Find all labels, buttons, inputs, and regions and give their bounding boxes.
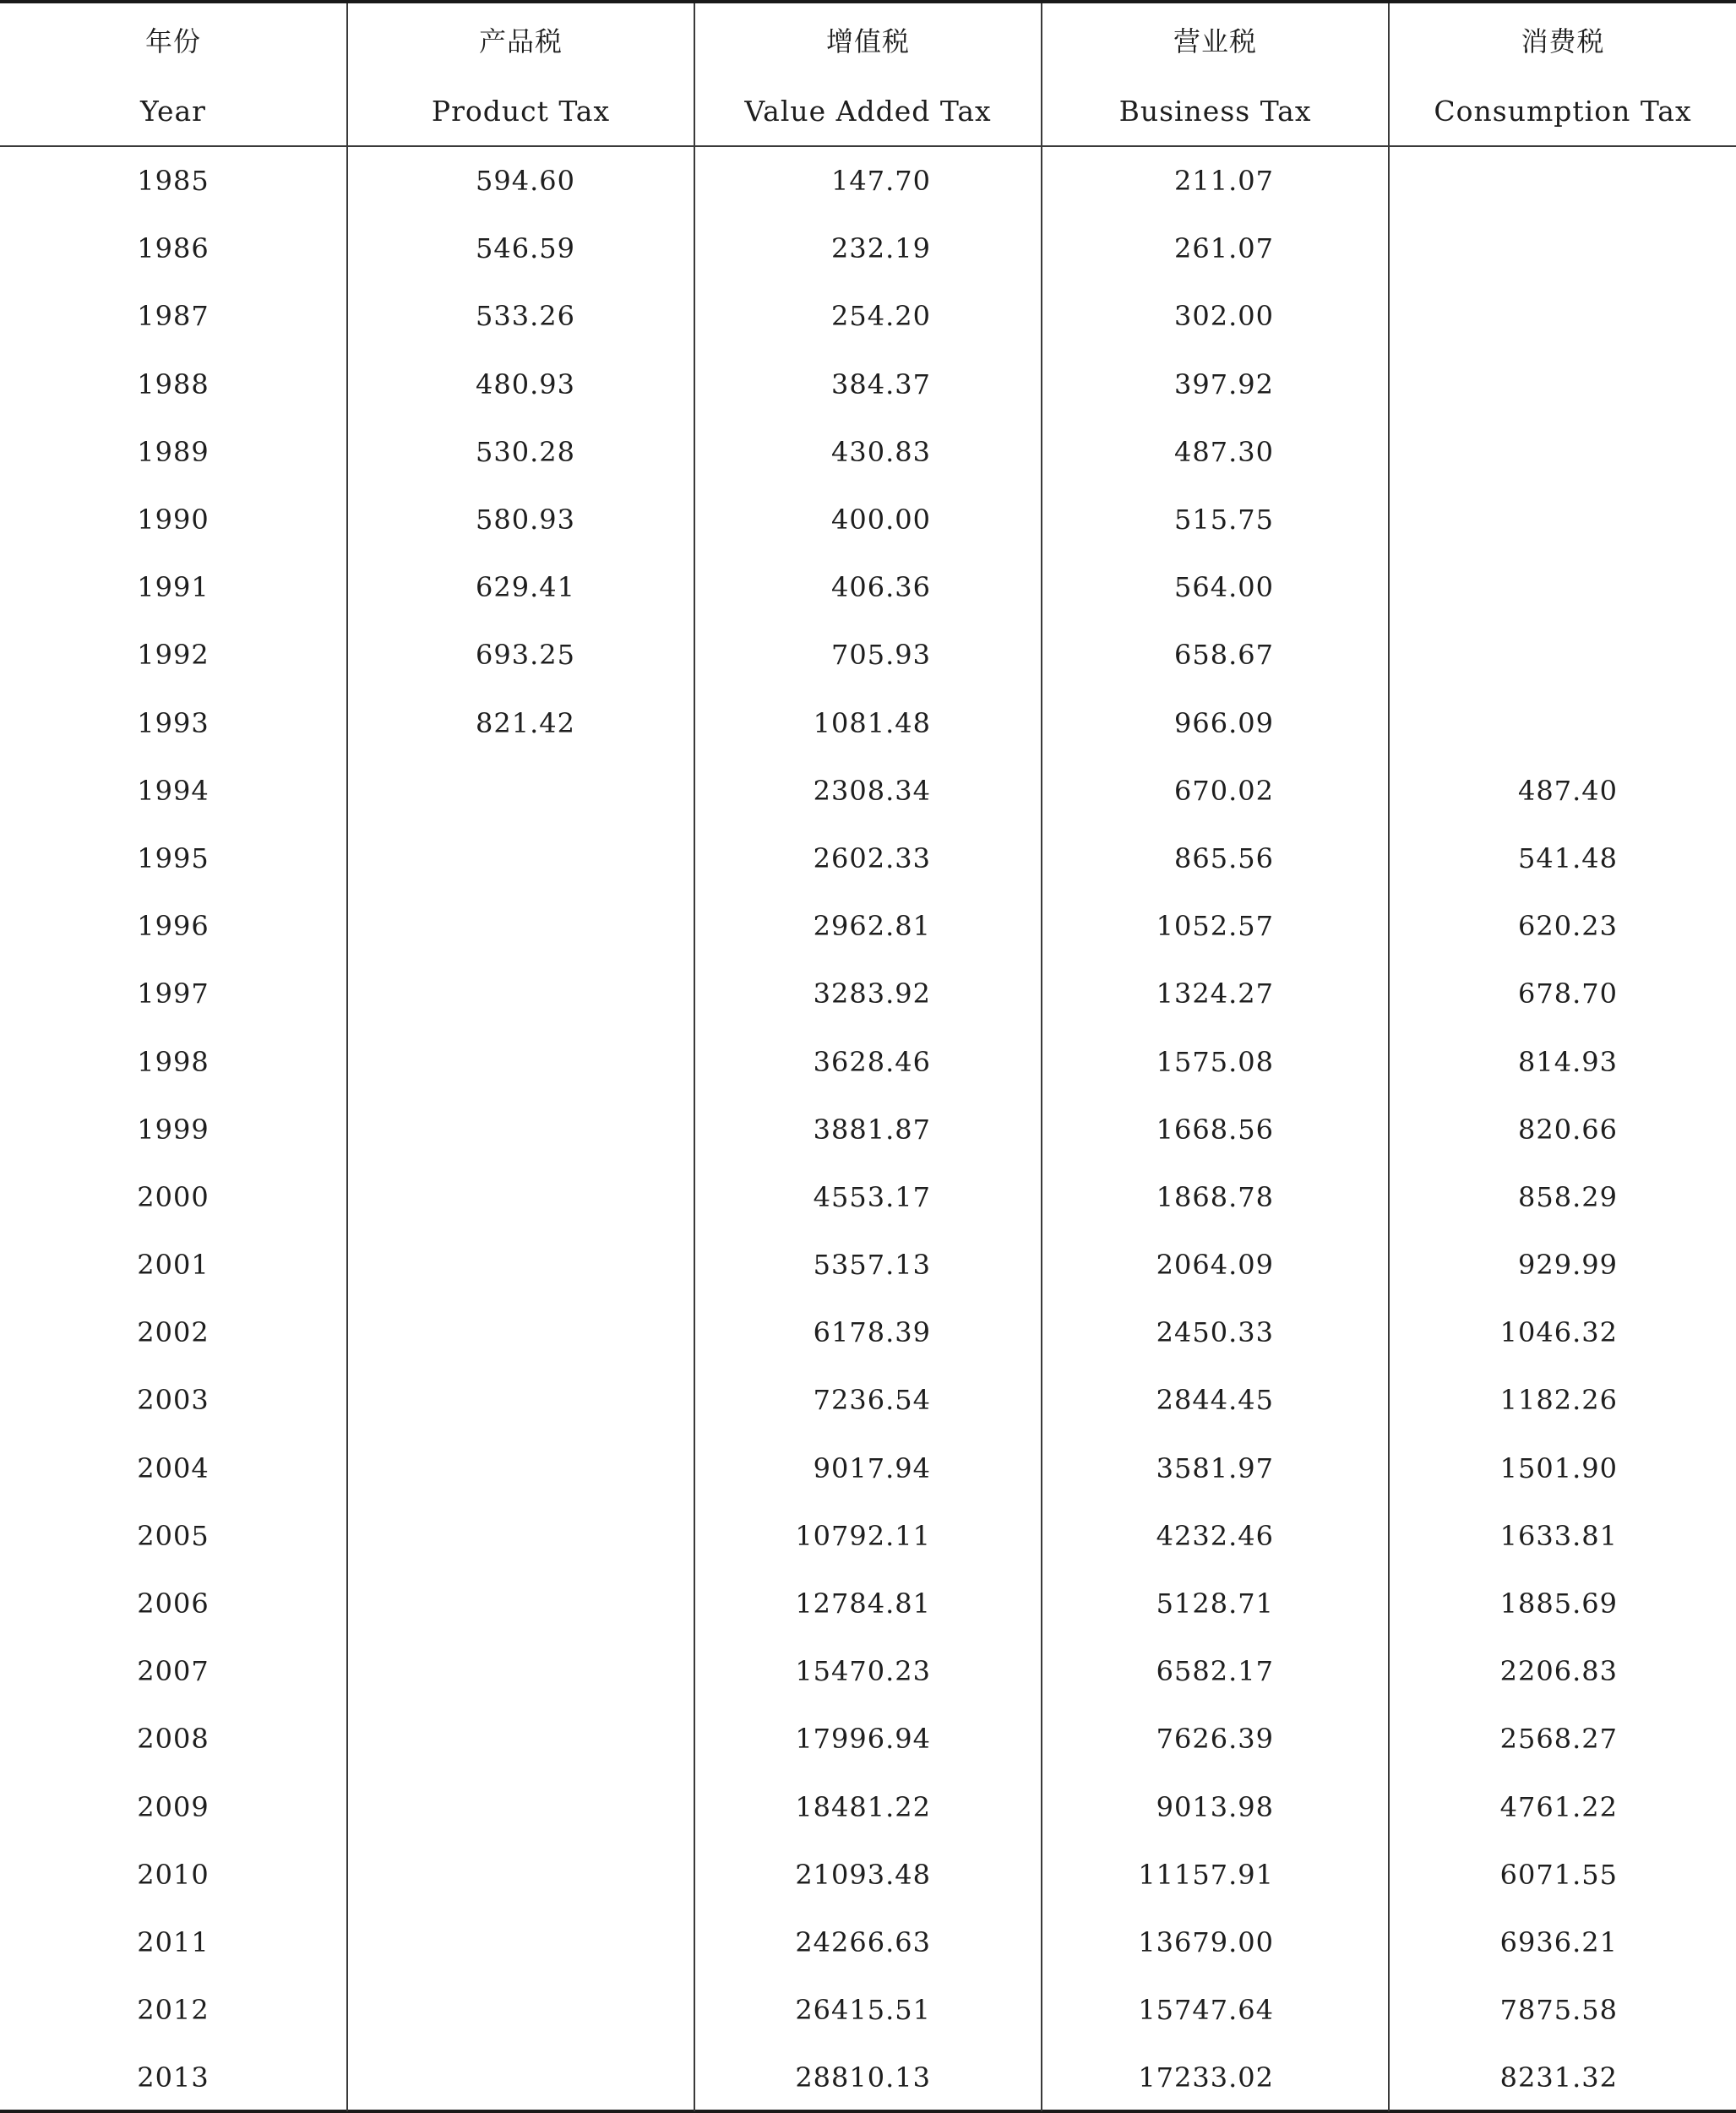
- consumption-tax-cell: [1389, 1231, 1736, 1299]
- consumption-tax-cell: [1389, 1299, 1736, 1366]
- consumption-tax-cell: [1389, 146, 1736, 215]
- year-cell: 1994: [137, 774, 210, 807]
- consumption-tax-cell: [1389, 282, 1736, 350]
- consumption-tax-cell: [1389, 351, 1736, 418]
- value-added-tax-cell: [694, 757, 1042, 825]
- value-added-tax-cell: [694, 1705, 1042, 1773]
- consumption-tax-cell: [1389, 2044, 1736, 2111]
- cell-value: 658.67: [1174, 639, 1274, 672]
- cell-value: 400.00: [831, 504, 931, 536]
- year-cell: 1985: [137, 165, 210, 198]
- table-row: [0, 1637, 1736, 1705]
- cell-value: 302.00: [1174, 300, 1274, 333]
- year-cell: 2001: [137, 1249, 210, 1282]
- table-row: [0, 892, 1736, 960]
- business-tax-cell: [1042, 1502, 1389, 1570]
- cell-value: 406.36: [831, 571, 931, 604]
- product-tax-cell: [347, 1366, 694, 1434]
- consumption-tax-cell: [1389, 1909, 1736, 1976]
- value-added-tax-cell: [694, 146, 1042, 215]
- year-cell: 1987: [137, 300, 210, 333]
- cell-value: 1324.27: [1156, 978, 1274, 1010]
- product-tax-cell: [347, 1909, 694, 1976]
- product-tax-cell: [347, 825, 694, 892]
- cell-value: 1575.08: [1156, 1045, 1274, 1078]
- business-tax-cell: [1042, 960, 1389, 1027]
- cell-value: 670.02: [1174, 774, 1274, 807]
- cell-value: 147.70: [831, 165, 931, 198]
- consumption-tax-cell: [1389, 1502, 1736, 1570]
- cell-value: 6178.39: [813, 1316, 931, 1349]
- product-tax-cell: [347, 418, 694, 486]
- cell-value: 261.07: [1174, 232, 1274, 265]
- product-tax-cell: [347, 1435, 694, 1502]
- product-tax-cell: [347, 892, 694, 960]
- cell-value: 211.07: [1174, 165, 1274, 198]
- year-cell: 1998: [137, 1045, 210, 1078]
- table-row: [0, 825, 1736, 892]
- consumption-tax-cell: [1389, 1163, 1736, 1231]
- cell-value: 5128.71: [1156, 1587, 1274, 1620]
- cell-value: 929.99: [1518, 1249, 1618, 1282]
- cell-value: 2962.81: [813, 910, 931, 943]
- cell-value: 530.28: [476, 435, 575, 468]
- product-tax-cell: [347, 215, 694, 282]
- business-tax-cell: [1042, 1705, 1389, 1773]
- cell-value: 2308.34: [813, 774, 931, 807]
- value-added-tax-cell: [694, 1841, 1042, 1909]
- product-tax-cell: [347, 282, 694, 350]
- value-added-tax-cell: [694, 1773, 1042, 1841]
- table-row: [0, 215, 1736, 282]
- year-cell: 1996: [137, 910, 210, 943]
- header-value-added-tax-zh: 增值税: [694, 3, 1042, 76]
- value-added-tax-cell: [694, 418, 1042, 486]
- consumption-tax-cell: [1389, 215, 1736, 282]
- value-added-tax-cell: [694, 1976, 1042, 2044]
- business-tax-cell: [1042, 1163, 1389, 1231]
- business-tax-cell: [1042, 486, 1389, 553]
- business-tax-cell: [1042, 621, 1389, 689]
- cell-value: 1052.57: [1156, 910, 1274, 943]
- product-tax-cell: [347, 1570, 694, 1637]
- business-tax-cell: [1042, 146, 1389, 215]
- cell-value: 430.83: [831, 435, 931, 468]
- cell-value: 6936.21: [1499, 1925, 1618, 1958]
- cell-value: 705.93: [831, 639, 931, 672]
- table-row: [0, 146, 1736, 215]
- year-cell: 2003: [137, 1384, 210, 1417]
- consumption-tax-cell: [1389, 1976, 1736, 2044]
- header-product-tax-zh: 产品税: [347, 3, 694, 76]
- product-tax-cell: [347, 621, 694, 689]
- cell-value: 594.60: [476, 165, 575, 198]
- business-tax-cell: [1042, 1096, 1389, 1163]
- product-tax-cell: [347, 1841, 694, 1909]
- table-body: [0, 146, 1736, 2111]
- consumption-tax-cell: [1389, 892, 1736, 960]
- consumption-tax-cell: [1389, 1841, 1736, 1909]
- product-tax-cell: [347, 146, 694, 215]
- business-tax-cell: [1042, 282, 1389, 350]
- year-cell: 2006: [137, 1587, 210, 1620]
- year-cell: 2010: [137, 1858, 210, 1891]
- cell-value: 2206.83: [1499, 1655, 1618, 1688]
- header-consumption-tax-en: Consumption Tax: [1389, 76, 1736, 146]
- cell-value: 515.75: [1174, 504, 1274, 536]
- cell-value: 1182.26: [1499, 1384, 1618, 1417]
- product-tax-cell: [347, 1976, 694, 2044]
- consumption-tax-cell: [1389, 1570, 1736, 1637]
- business-tax-cell: [1042, 2044, 1389, 2111]
- table-row: [0, 1366, 1736, 1434]
- business-tax-cell: [1042, 1299, 1389, 1366]
- cell-value: 9017.94: [813, 1451, 931, 1484]
- product-tax-cell: [347, 689, 694, 757]
- year-cell: 2004: [137, 1451, 210, 1484]
- cell-value: 564.00: [1174, 571, 1274, 604]
- year-cell: 2005: [137, 1519, 210, 1552]
- product-tax-cell: [347, 757, 694, 825]
- year-cell: 2002: [137, 1316, 210, 1349]
- year-cell: 1995: [137, 841, 210, 874]
- cell-value: 1885.69: [1499, 1587, 1618, 1620]
- cell-value: 1868.78: [1156, 1180, 1274, 1213]
- business-tax-cell: [1042, 351, 1389, 418]
- cell-value: 2064.09: [1156, 1249, 1274, 1282]
- consumption-tax-cell: [1389, 1705, 1736, 1773]
- product-tax-cell: [347, 1502, 694, 1570]
- cell-value: 8231.32: [1499, 2061, 1618, 2094]
- header-business-tax-en: Business Tax: [1042, 76, 1389, 146]
- cell-value: 15747.64: [1138, 1994, 1274, 2027]
- product-tax-cell: [347, 1027, 694, 1095]
- cell-value: 12784.81: [795, 1587, 931, 1620]
- cell-value: 620.23: [1518, 910, 1618, 943]
- product-tax-cell: [347, 1705, 694, 1773]
- consumption-tax-cell: [1389, 553, 1736, 621]
- business-tax-cell: [1042, 1637, 1389, 1705]
- table-row: [0, 1570, 1736, 1637]
- cell-value: 1668.56: [1156, 1113, 1274, 1146]
- cell-value: 2602.33: [813, 841, 931, 874]
- value-added-tax-cell: [694, 553, 1042, 621]
- product-tax-cell: [347, 486, 694, 553]
- value-added-tax-cell: [694, 1096, 1042, 1163]
- table-row: [0, 553, 1736, 621]
- cell-value: 678.70: [1518, 978, 1618, 1010]
- cell-value: 3581.97: [1156, 1451, 1274, 1484]
- cell-value: 1501.90: [1499, 1451, 1618, 1484]
- consumption-tax-cell: [1389, 960, 1736, 1027]
- cell-value: 821.42: [476, 706, 575, 739]
- cell-value: 384.37: [831, 368, 931, 400]
- value-added-tax-cell: [694, 621, 1042, 689]
- table-row: [0, 1435, 1736, 1502]
- year-cell: 2011: [137, 1925, 210, 1958]
- cell-value: 693.25: [476, 639, 575, 672]
- table-row: [0, 1705, 1736, 1773]
- table-row: [0, 1299, 1736, 1366]
- business-tax-cell: [1042, 1773, 1389, 1841]
- cell-value: 15470.23: [795, 1655, 931, 1688]
- value-added-tax-cell: [694, 689, 1042, 757]
- cell-value: 533.26: [476, 300, 575, 333]
- table-row: [0, 1909, 1736, 1976]
- product-tax-cell: [347, 2044, 694, 2111]
- cell-value: 3881.87: [813, 1113, 931, 1146]
- product-tax-cell: [347, 1637, 694, 1705]
- product-tax-cell: [347, 1163, 694, 1231]
- cell-value: 24266.63: [795, 1925, 931, 1958]
- year-cell: 1988: [137, 368, 210, 400]
- year-cell: 2009: [137, 1790, 210, 1823]
- value-added-tax-cell: [694, 1909, 1042, 1976]
- cell-value: 17996.94: [795, 1723, 931, 1756]
- cell-value: 7236.54: [813, 1384, 931, 1417]
- cell-value: 480.93: [476, 368, 575, 400]
- table-row: [0, 757, 1736, 825]
- cell-value: 865.56: [1174, 841, 1274, 874]
- value-added-tax-cell: [694, 1366, 1042, 1434]
- product-tax-cell: [347, 1773, 694, 1841]
- cell-value: 820.66: [1518, 1113, 1618, 1146]
- header-product-tax-en: Product Tax: [347, 76, 694, 146]
- consumption-tax-cell: [1389, 1366, 1736, 1434]
- value-added-tax-cell: [694, 215, 1042, 282]
- table-row: [0, 1163, 1736, 1231]
- business-tax-cell: [1042, 1570, 1389, 1637]
- cell-value: 397.92: [1174, 368, 1274, 400]
- product-tax-cell: [347, 1096, 694, 1163]
- value-added-tax-cell: [694, 2044, 1042, 2111]
- product-tax-cell: [347, 553, 694, 621]
- header-business-tax-zh: 营业税: [1042, 3, 1389, 76]
- cell-value: 4232.46: [1156, 1519, 1274, 1552]
- year-cell: 1992: [137, 639, 210, 672]
- value-added-tax-cell: [694, 1163, 1042, 1231]
- business-tax-cell: [1042, 1366, 1389, 1434]
- year-cell: 1993: [137, 706, 210, 739]
- cell-value: 966.09: [1174, 706, 1274, 739]
- cell-value: 487.30: [1174, 435, 1274, 468]
- table-row: [0, 1841, 1736, 1909]
- header-consumption-tax-zh: 消费税: [1389, 3, 1736, 76]
- business-tax-cell: [1042, 1909, 1389, 1976]
- year-cell: 2012: [137, 1994, 210, 2027]
- business-tax-cell: [1042, 1027, 1389, 1095]
- business-tax-cell: [1042, 418, 1389, 486]
- consumption-tax-cell: [1389, 825, 1736, 892]
- year-cell: 2008: [137, 1723, 210, 1756]
- header-year-zh: 年份: [144, 25, 201, 57]
- business-tax-cell: [1042, 553, 1389, 621]
- cell-value: 10792.11: [795, 1519, 931, 1552]
- cell-value: 232.19: [831, 232, 931, 265]
- cell-value: 4761.22: [1499, 1790, 1618, 1823]
- consumption-tax-cell: [1389, 1773, 1736, 1841]
- value-added-tax-cell: [694, 1435, 1042, 1502]
- business-tax-cell: [1042, 215, 1389, 282]
- consumption-tax-cell: [1389, 757, 1736, 825]
- consumption-tax-cell: [1389, 1637, 1736, 1705]
- business-tax-cell: [1042, 1435, 1389, 1502]
- year-cell: 2013: [137, 2061, 210, 2094]
- table-row: [0, 486, 1736, 553]
- header-year-en: Year: [0, 76, 347, 146]
- cell-value: 7875.58: [1499, 1994, 1618, 2027]
- cell-value: 1633.81: [1499, 1519, 1618, 1552]
- value-added-tax-cell: [694, 1570, 1042, 1637]
- value-added-tax-cell: [694, 1502, 1042, 1570]
- business-tax-cell: [1042, 825, 1389, 892]
- business-tax-cell: [1042, 1231, 1389, 1299]
- cell-value: 254.20: [831, 300, 931, 333]
- cell-value: 858.29: [1518, 1180, 1618, 1213]
- year-cell: 1991: [137, 571, 210, 604]
- value-added-tax-cell: [694, 1637, 1042, 1705]
- consumption-tax-cell: [1389, 486, 1736, 553]
- cell-value: 7626.39: [1156, 1723, 1274, 1756]
- cell-value: 3283.92: [813, 978, 931, 1010]
- cell-value: 4553.17: [813, 1180, 931, 1213]
- cell-value: 6071.55: [1499, 1858, 1618, 1891]
- cell-value: 2450.33: [1156, 1316, 1274, 1349]
- year-cell: 1986: [137, 232, 210, 265]
- cell-value: 629.41: [476, 571, 575, 604]
- table-row: [0, 1027, 1736, 1095]
- cell-value: 546.59: [476, 232, 575, 265]
- cell-value: 11157.91: [1138, 1858, 1274, 1891]
- cell-value: 814.93: [1518, 1045, 1618, 1078]
- year-cell: 2000: [137, 1180, 210, 1213]
- value-added-tax-cell: [694, 1027, 1042, 1095]
- business-tax-cell: [1042, 1976, 1389, 2044]
- tax-revenue-table: [0, 3, 1736, 2111]
- table-header: [0, 3, 1736, 146]
- cell-value: 28810.13: [795, 2061, 931, 2094]
- cell-value: 1046.32: [1499, 1316, 1618, 1349]
- table-row: [0, 282, 1736, 350]
- value-added-tax-cell: [694, 486, 1042, 553]
- cell-value: 6582.17: [1156, 1655, 1274, 1688]
- product-tax-cell: [347, 1299, 694, 1366]
- year-cell: 1999: [137, 1113, 210, 1146]
- cell-value: 580.93: [476, 504, 575, 536]
- cell-value: 2844.45: [1156, 1384, 1274, 1417]
- business-tax-cell: [1042, 757, 1389, 825]
- cell-value: 541.48: [1518, 841, 1618, 874]
- cell-value: 2568.27: [1499, 1723, 1618, 1756]
- value-added-tax-cell: [694, 1299, 1042, 1366]
- cell-value: 21093.48: [795, 1858, 931, 1891]
- business-tax-cell: [1042, 892, 1389, 960]
- cell-value: 17233.02: [1138, 2061, 1274, 2094]
- product-tax-cell: [347, 351, 694, 418]
- product-tax-cell: [347, 960, 694, 1027]
- consumption-tax-cell: [1389, 1027, 1736, 1095]
- cell-value: 487.40: [1518, 774, 1618, 807]
- table-row: [0, 1976, 1736, 2044]
- header-row-english: [0, 76, 1736, 146]
- table-row: [0, 1096, 1736, 1163]
- value-added-tax-cell: [694, 1231, 1042, 1299]
- consumption-tax-cell: [1389, 621, 1736, 689]
- table-row: [0, 1502, 1736, 1570]
- value-added-tax-cell: [694, 892, 1042, 960]
- cell-value: 26415.51: [795, 1994, 931, 2027]
- business-tax-cell: [1042, 689, 1389, 757]
- value-added-tax-cell: [694, 282, 1042, 350]
- year-cell: 1990: [137, 504, 210, 536]
- cell-value: 1081.48: [813, 706, 931, 739]
- value-added-tax-cell: [694, 960, 1042, 1027]
- cell-value: 9013.98: [1156, 1790, 1274, 1823]
- cell-value: 3628.46: [813, 1045, 931, 1078]
- header-value-added-tax-en: Value Added Tax: [694, 76, 1042, 146]
- consumption-tax-cell: [1389, 1096, 1736, 1163]
- table-row: [0, 1773, 1736, 1841]
- cell-value: 18481.22: [795, 1790, 931, 1823]
- year-cell: 1989: [137, 435, 210, 468]
- header-row-chinese: [0, 3, 1736, 76]
- cell-value: 13679.00: [1138, 1925, 1274, 1958]
- table-row: [0, 2044, 1736, 2111]
- cell-value: 5357.13: [813, 1249, 931, 1282]
- consumption-tax-cell: [1389, 689, 1736, 757]
- table-row: [0, 960, 1736, 1027]
- table-row: [0, 621, 1736, 689]
- table-row: [0, 689, 1736, 757]
- value-added-tax-cell: [694, 351, 1042, 418]
- table-row: [0, 351, 1736, 418]
- year-cell: 1997: [137, 978, 210, 1010]
- table-row: [0, 418, 1736, 486]
- year-cell: 2007: [137, 1655, 210, 1688]
- business-tax-cell: [1042, 1841, 1389, 1909]
- value-added-tax-cell: [694, 825, 1042, 892]
- consumption-tax-cell: [1389, 418, 1736, 486]
- product-tax-cell: [347, 1231, 694, 1299]
- table-row: [0, 1231, 1736, 1299]
- consumption-tax-cell: [1389, 1435, 1736, 1502]
